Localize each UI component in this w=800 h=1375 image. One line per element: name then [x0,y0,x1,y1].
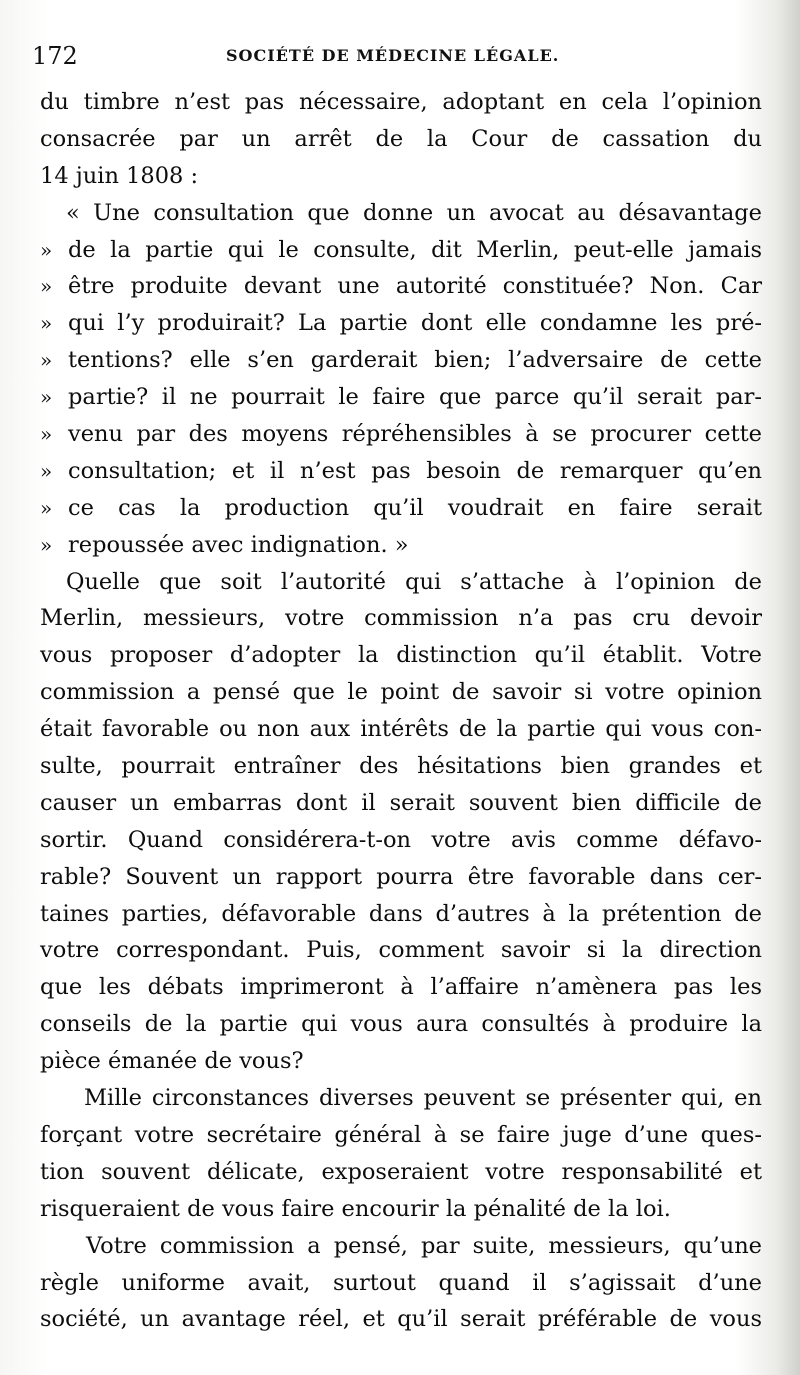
paragraph-line: Quelle que soit l’autorité qui s’attache à l’opinion de [66,568,762,595]
text-line: vous proposer d’adopter la distinction qu’il établit. Votre [40,642,762,669]
quote-text: qui l’y produirait? La partie dont elle condamne les pré- [68,310,762,337]
text-line: votre correspondant. Puis, comment savoir si la direction [40,937,762,964]
text-line: rable? Souvent un rapport pourra être favorable dans cer- [40,863,762,890]
quote-mark: » [40,495,53,520]
journal-title: SOCIÉTÉ DE MÉDECINE LÉGALE. [226,46,560,65]
quote-text: tentions? elle s’en garderait bien; l’adversaire de cette [68,347,762,374]
running-head [32,42,752,74]
quote-line: « Une consultation que donne un avocat au désavantage [66,199,762,226]
quote-line [40,305,762,342]
paragraph-line: Votre commission a pensé, par suite, messieurs, qu’une [86,1232,762,1259]
quote-mark: » [40,458,53,483]
quote-text: consultation; et il n’est pas besoin de remarquer qu’en [68,457,762,484]
text-line: consacrée par un arrêt de la Cour de cassation du [40,125,762,152]
page-number: 172 [32,42,78,70]
quote-line [40,416,762,453]
quote-line [40,453,762,490]
quote-text: de la partie qui le consulte, dit Merlin, peut-elle jamais [68,236,762,263]
quote-mark: » [40,274,53,299]
quote-line [40,379,762,416]
text-line: que les débats imprimeront à l’affaire n’amènera pas les [40,974,762,1001]
quote-text: venu par des moyens répréhensibles à se procurer cette [68,421,762,448]
text-line: causer un embarras dont il serait souvent bien difficile de [40,789,762,816]
quote-mark: » [40,532,53,557]
quote-mark: » [40,311,53,336]
text-line: forçant votre secrétaire général à se faire juge d’une ques- [40,1121,762,1148]
text-line: était favorable ou non aux intérêts de la partie qui vous con- [40,716,762,743]
text-line: conseils de la partie qui vous aura consultés à produire la [40,1011,762,1038]
text-line: pièce émanée de vous? [40,1048,304,1075]
quote-text: repoussée avec indignation. » [68,531,409,558]
quote-text: partie? il ne pourrait le faire que parce qu’il serait par- [68,384,762,411]
quote-text: ce cas la production qu’il voudrait en faire serait [68,494,762,521]
quote-mark: » [40,422,53,447]
text-line: commission a pensé que le point de savoir si votre opinion [40,679,762,706]
quote-mark: » [40,237,53,262]
quote-line [40,342,762,379]
text-line: risqueraient de vous faire encourir la pénalité de la loi. [40,1195,671,1222]
text-line: tion souvent délicate, exposeraient votre responsabilité et [40,1158,762,1185]
quote-mark: » [40,348,53,373]
text-line: du timbre n’est pas nécessaire, adoptant en cela l’opinion [40,89,762,115]
body-text [40,84,762,1338]
quote-line [40,490,762,527]
text-line: sulte, pourrait entraîner des hésitations bien grandes et [40,753,762,780]
text-line: Merlin, messieurs, votre commission n’a pas cru devoir [40,605,762,632]
quote-line [40,527,762,564]
quote-mark: » [40,385,53,410]
quote-text: être produite devant une autorité constituée? Non. Car [68,273,762,300]
text-line: taines parties, défavorable dans d’autres à la prétention de [40,900,762,927]
text-line: sortir. Quand considérera-t-on votre avis comme défavo- [40,826,762,853]
paragraph-line: Mille circonstances diverses peuvent se présenter qui, en [84,1085,762,1112]
quote-line [40,268,762,305]
text-line: 14 juin 1808 : [40,162,199,189]
text-line: société, un avantage réel, et qu’il serait préférable de vous [40,1306,762,1333]
quote-line [40,232,762,269]
text-line: règle uniforme avait, surtout quand il s’agissait d’une [40,1269,762,1296]
